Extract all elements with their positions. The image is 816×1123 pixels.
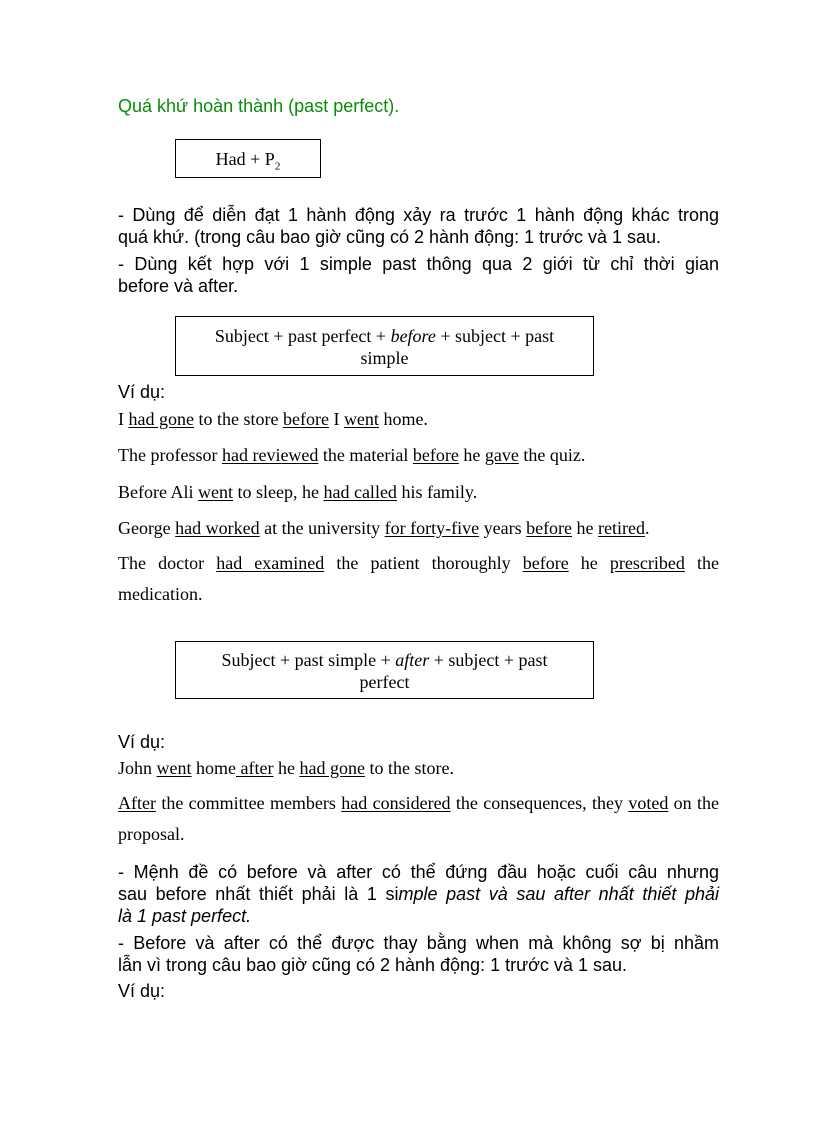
- pattern-before-line2: simple: [360, 348, 409, 368]
- example-after-2: After the committee members had considered the consequences, they voted on the proposal.: [118, 793, 719, 844]
- pattern-before-box: [175, 316, 594, 376]
- formula-box: [175, 139, 321, 178]
- note-line-1b: sau before nhất thiết phải là 1 simple past và sau after nhất thiết phải: [118, 884, 719, 904]
- example-before-5: The doctor had examined the patient thoroughly before he prescribed the medication.: [118, 553, 719, 604]
- usage-line-1b: quá khứ. (trong câu bao giờ cũng có 2 hành động: 1 trước và 1 sau.: [118, 227, 662, 247]
- note-line-2b: lẫn vì trong câu bao giờ cũng có 2 hành động: 1 trước và 1 sau.: [118, 955, 627, 975]
- pattern-after-line1: Subject + past simple + after + subject + past: [221, 650, 548, 670]
- example-before-4: George had worked at the university for forty-five years before he retired.: [118, 518, 650, 538]
- section-heading: Quá khứ hoàn thành (past perfect).: [118, 96, 400, 116]
- formula-subscript: 2: [274, 160, 281, 173]
- usage-line-1a: - Dùng để diễn đạt 1 hành động xảy ra trước 1 hành động khác trong: [118, 205, 719, 225]
- pattern-after-line2: perfect: [359, 672, 410, 692]
- example-after-1: John went home after he had gone to the store.: [118, 758, 454, 778]
- formula-text: Had + P: [215, 149, 275, 169]
- example-before-1: I had gone to the store before I went home.: [118, 409, 428, 429]
- note-line-1c: là 1 past perfect.: [118, 906, 252, 926]
- usage-line-2a: - Dùng kết hợp với 1 simple past thông qua 2 giới từ chỉ thời gian: [118, 254, 719, 274]
- pattern-after-box: [175, 641, 594, 699]
- example-before-3: Before Ali went to sleep, he had called his family.: [118, 482, 478, 502]
- example-label-1: Ví dụ:: [118, 382, 166, 402]
- note-line-2a: - Before và after có thể được thay bằng when mà không sợ bị nhầm: [118, 933, 719, 953]
- example-label-2: Ví dụ:: [118, 732, 166, 752]
- pattern-before-line1: Subject + past perfect + before + subject + past: [214, 326, 555, 346]
- example-before-2: The professor had reviewed the material before he gave the quiz.: [118, 445, 586, 465]
- usage-line-2b: before và after.: [118, 276, 239, 296]
- example-label-3: Ví dụ:: [118, 981, 166, 1001]
- note-line-1a: - Mệnh đề có before và after có thể đứng đầu hoặc cuối câu nhưng: [118, 862, 719, 882]
